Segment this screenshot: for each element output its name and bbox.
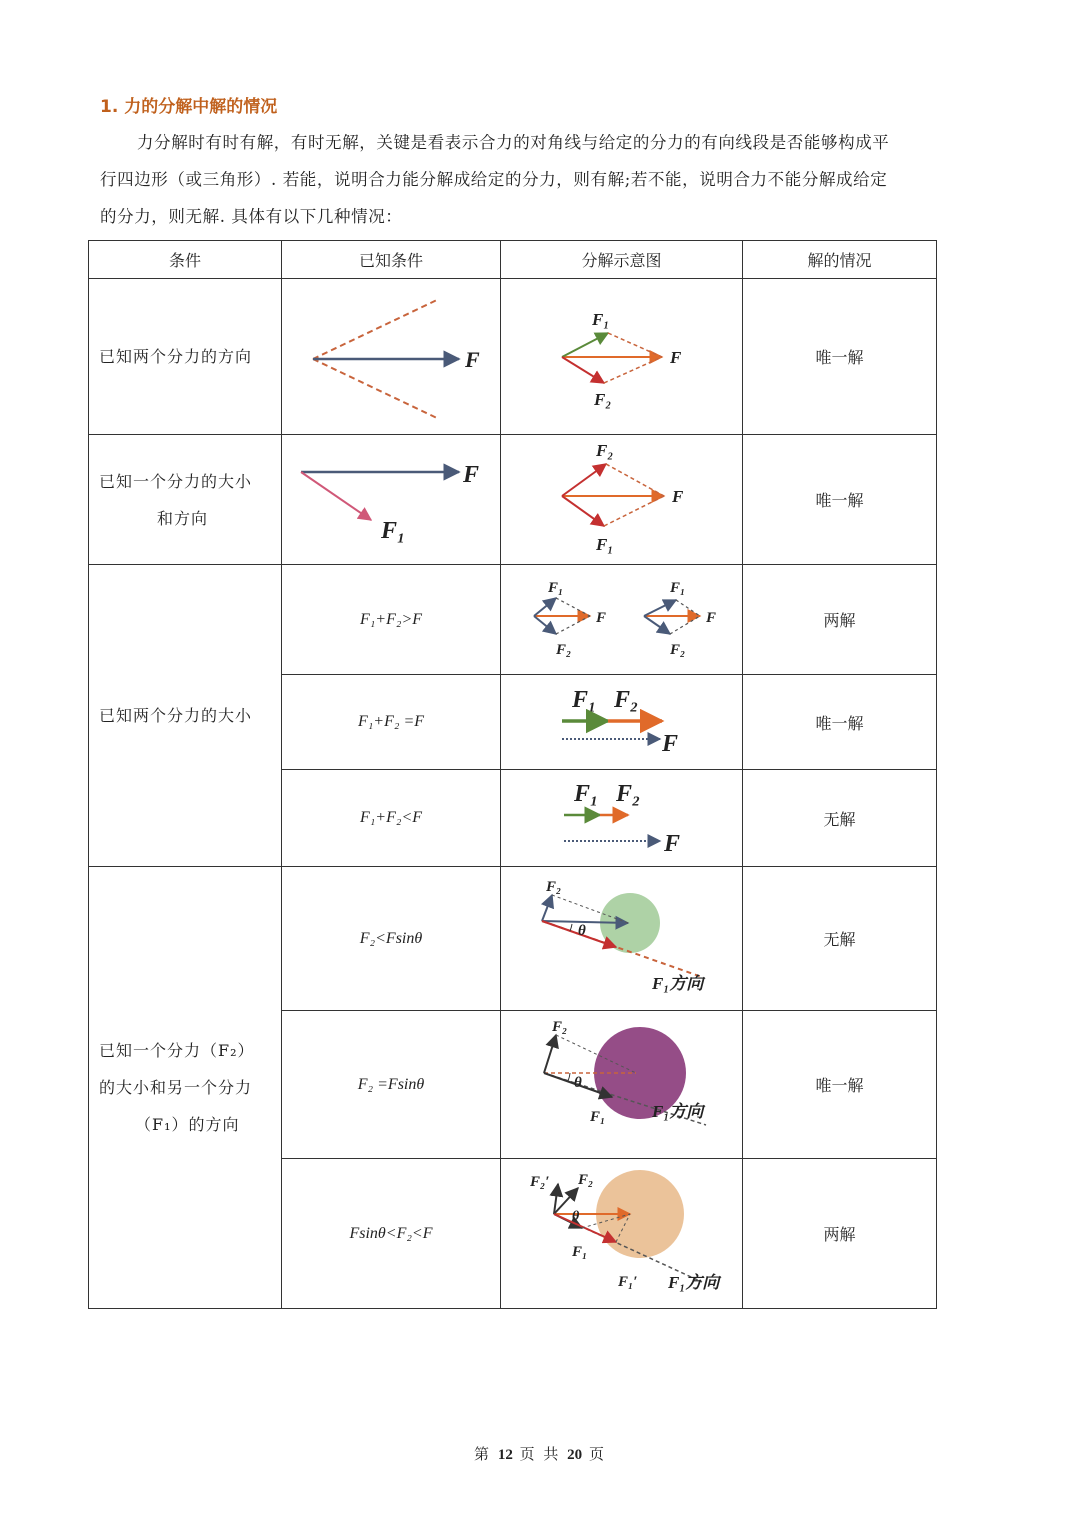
known-diagram-cell xyxy=(282,435,501,565)
label-F2-prime: F₂′ xyxy=(529,1173,549,1190)
solution-a xyxy=(534,580,606,658)
condition-cell xyxy=(89,867,282,1309)
result-cell: 两解 xyxy=(743,1159,937,1309)
label-F2: F₂ xyxy=(613,687,638,713)
known-formula: F₁+F₂ =F xyxy=(282,675,501,770)
two-directions-known-diagram xyxy=(291,287,491,427)
condition-line: （F₁）的方向 xyxy=(135,1115,240,1134)
label-F: F xyxy=(669,347,681,367)
decomposition-diagram-cell xyxy=(501,279,743,435)
header-diagram: 分解示意图 xyxy=(501,241,743,279)
no-solution-diagram xyxy=(522,773,722,863)
label-F2: F₂ xyxy=(577,1171,593,1188)
decomposition-diagram-cell xyxy=(501,1011,743,1159)
table-row xyxy=(89,435,937,565)
decomposition-table xyxy=(88,240,937,1309)
decomposition-diagram-cell xyxy=(501,435,743,565)
known-formula: Fsinθ<F₂<F xyxy=(282,1159,501,1309)
condition-line: 的大小和另一个分力 xyxy=(99,1078,253,1097)
total-pages: 20 xyxy=(567,1447,583,1463)
label-F: F xyxy=(663,831,680,857)
header-result: 解的情况 xyxy=(743,241,937,279)
known-formula: F₁+F₂>F xyxy=(282,565,501,675)
condition-line: 已知一个分力（F₂） xyxy=(99,1041,255,1060)
label-F: F xyxy=(463,461,480,488)
label-F: F xyxy=(595,609,606,626)
label-F1-direction: F₁方向 xyxy=(651,1101,703,1121)
page-number: 12 xyxy=(497,1447,513,1463)
label-F1: F₁ xyxy=(547,579,563,596)
label-F2: F₂ xyxy=(545,878,561,895)
known-formula: F₂<Fsinθ xyxy=(282,867,501,1011)
label-F2: F₂ xyxy=(593,389,611,409)
intro-paragraph xyxy=(100,124,980,235)
label-F1-direction: F₁方向 xyxy=(651,973,703,993)
condition-cell xyxy=(89,435,282,565)
header-known: 已知条件 xyxy=(282,241,501,279)
solution-b xyxy=(644,580,716,658)
condition-line: 和方向 xyxy=(157,508,209,528)
label-F: F xyxy=(671,486,683,506)
unique-decomposition-diagram xyxy=(522,440,722,560)
label-F1: F₁ xyxy=(571,687,596,713)
decomposition-diagram-cell xyxy=(501,565,743,675)
condition-cell: 已知两个分力的方向 xyxy=(89,279,282,435)
label-F1: F₁ xyxy=(589,1108,605,1125)
two-solutions-diagram xyxy=(512,570,732,670)
decomposition-diagram-cell xyxy=(501,675,743,770)
label-F: F xyxy=(465,346,480,372)
collinear-diagram xyxy=(522,677,722,767)
paragraph-line: 行四边形（或三角形）. 若能，说明合力能分解成给定的分力，则有解;若不能，说明合力不能分解成给定 xyxy=(100,170,888,189)
known-formula: F₂ =Fsinθ xyxy=(282,1011,501,1159)
unique-circle-diagram xyxy=(512,1017,732,1153)
table-row xyxy=(89,867,937,1011)
unique-decomposition-diagram xyxy=(522,297,722,417)
known-formula: F₁+F₂<F xyxy=(282,770,501,867)
condition-line: 已知一个分力的大小 xyxy=(99,471,253,491)
footer-middle: 页 共 xyxy=(519,1445,561,1463)
label-F2: F₂ xyxy=(615,781,640,807)
label-F1: F₁ xyxy=(669,579,685,596)
condition-cell: 已知两个分力的大小 xyxy=(89,565,282,867)
table-header-row xyxy=(89,241,937,279)
label-F1: F₁ xyxy=(381,517,406,544)
label-F2: F₂ xyxy=(595,440,613,460)
decomposition-diagram-cell xyxy=(501,1159,743,1309)
paragraph-line: 力分解时有时有解，有时无解，关键是看表示合力的对角线与给定的分力的有向线段是否能够构成平 xyxy=(137,133,890,152)
label-F2: F₂ xyxy=(551,1018,567,1035)
result-cell: 唯一解 xyxy=(743,1011,937,1159)
label-F1-prime: F₁′ xyxy=(617,1273,637,1290)
footer-suffix: 页 xyxy=(588,1445,606,1463)
label-F2: F₂ xyxy=(669,641,685,658)
label-F1: F₁ xyxy=(573,781,598,807)
table-row xyxy=(89,565,937,675)
label-theta: θ xyxy=(573,1074,582,1091)
result-cell: 两解 xyxy=(743,565,937,675)
label-F1: F₁ xyxy=(571,1243,587,1260)
page-footer xyxy=(0,1443,1080,1464)
label-F1: F₁ xyxy=(591,309,609,329)
table-row xyxy=(89,279,937,435)
label-F: F xyxy=(661,731,678,757)
result-cell: 无解 xyxy=(743,770,937,867)
footer-prefix: 第 xyxy=(474,1445,492,1463)
result-cell: 唯一解 xyxy=(743,435,937,565)
label-theta: θ xyxy=(577,922,586,939)
one-force-known-diagram xyxy=(291,440,491,560)
result-cell: 唯一解 xyxy=(743,675,937,770)
label-F1-direction: F₁方向 xyxy=(667,1272,719,1292)
no-solution-circle-diagram xyxy=(512,873,732,1005)
known-diagram-cell xyxy=(282,279,501,435)
section-heading: 1. 力的分解中解的情况 xyxy=(100,97,278,117)
label-F2: F₂ xyxy=(555,641,571,658)
label-theta: θ xyxy=(571,1208,579,1224)
decomposition-diagram-cell xyxy=(501,770,743,867)
paragraph-line: 的分力，则无解. 具体有以下几种情况： xyxy=(100,207,403,226)
label-F: F xyxy=(705,609,716,626)
result-cell: 无解 xyxy=(743,867,937,1011)
decomposition-diagram-cell xyxy=(501,867,743,1011)
result-cell: 唯一解 xyxy=(743,279,937,435)
two-solutions-circle-diagram xyxy=(512,1164,732,1304)
label-F1: F₁ xyxy=(595,534,613,554)
header-condition: 条件 xyxy=(89,241,282,279)
